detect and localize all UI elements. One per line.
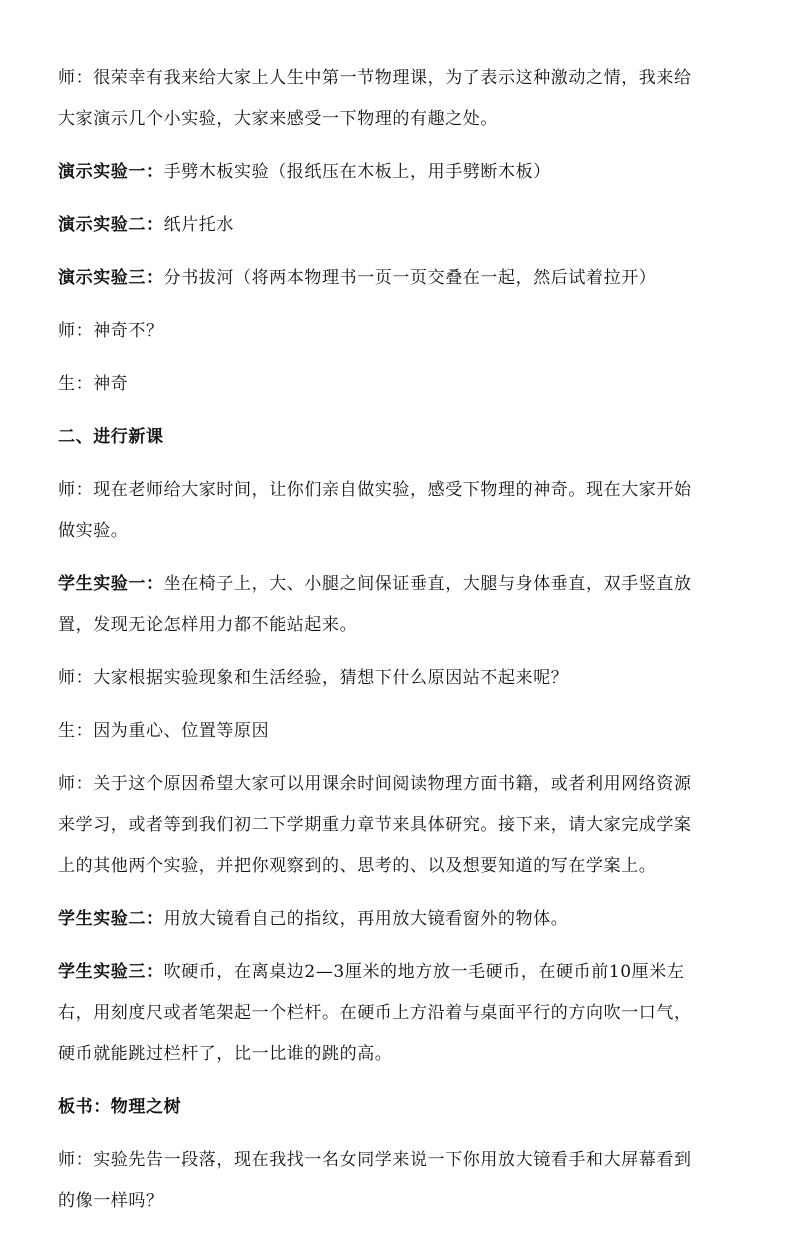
demo-text: 手劈木板实验（报纸压在木板上，用手劈断木板） — [163, 162, 551, 182]
experiment-label: 学生实验三： — [58, 962, 164, 982]
text-line: 师：现在老师给大家时间，让你们亲自做实验，感受下物理的神奇。现在大家开始 — [58, 480, 692, 500]
demo-label: 演示实验二： — [58, 215, 164, 235]
intro-paragraph — [58, 58, 734, 140]
text-line: 师：实验先告一段落，现在我找一名女同学来说一下你用放大镜看手和大屏幕看到 — [58, 1150, 692, 1170]
text-line: 置，发现无论怎样用力都不能站起来。 — [58, 615, 358, 635]
student-experiment-2 — [58, 899, 734, 940]
text-line: 来学习，或者等到我们初二下学期重力章节来具体研究。接下来，请大家完成学案 — [58, 815, 692, 835]
dialogue-line: 师：神奇不？ — [58, 321, 164, 341]
text-line: 的像一样吗？ — [58, 1191, 164, 1211]
student-answer-2 — [58, 711, 734, 752]
teacher-question — [58, 311, 734, 352]
dialogue-line: 师：大家根据实验现象和生活经验，猜想下什么原因站不起来呢？ — [58, 668, 569, 688]
demo-experiment-2 — [58, 205, 734, 246]
demo-experiment-1 — [58, 152, 734, 193]
text-line: 右，用刻度尺或者笔架起一个栏杆。在硬币上方沿着与桌面平行的方向吹一口气， — [58, 1003, 692, 1023]
teacher-instruction — [58, 470, 734, 552]
experiment-text: 坐在椅子上，大、小腿之间保证垂直，大腿与身体垂直，双手竖直放 — [163, 574, 692, 594]
text-line: 做实验。 — [58, 521, 129, 541]
experiment-label: 学生实验一： — [58, 574, 164, 594]
demo-text: 分书拔河（将两本物理书一页一页交叠在一起，然后试着拉开） — [163, 268, 657, 288]
teacher-question-2 — [58, 658, 734, 699]
text-line: 硬币就能跳过栏杆了，比一比谁的跳的高。 — [58, 1044, 393, 1064]
student-experiment-3 — [58, 952, 734, 1075]
teacher-explanation — [58, 764, 734, 887]
section-heading — [58, 417, 734, 458]
board-writing-heading — [58, 1087, 734, 1128]
text-line: 上的其他两个实验，并把你观察到的、思考的、以及想要知道的写在学案上。 — [58, 856, 657, 876]
student-experiment-1 — [58, 564, 734, 646]
dialogue-line: 生：因为重心、位置等原因 — [58, 721, 270, 741]
student-answer — [58, 364, 734, 405]
teacher-closing — [58, 1140, 734, 1222]
text-line — [58, 564, 734, 605]
experiment-text: 用放大镜看自己的指纹，再用放大镜看窗外的物体。 — [163, 909, 569, 929]
board-writing-text: 板书：物理之树 — [58, 1097, 182, 1117]
document-page — [58, 58, 734, 1234]
demo-experiment-3 — [58, 258, 734, 299]
demo-text: 纸片托水 — [163, 215, 235, 235]
text-line — [58, 952, 734, 993]
demo-label: 演示实验一： — [58, 162, 164, 182]
dialogue-line: 生：神奇 — [58, 374, 129, 394]
section-heading-text: 二、进行新课 — [58, 427, 164, 447]
experiment-text: 吹硬币，在离桌边2—3厘米的地方放一毛硬币，在硬币前10厘米左 — [163, 962, 685, 982]
text-line: 师：很荣幸有我来给大家上人生中第一节物理课，为了表示这种激动之情，我来给 — [58, 68, 692, 88]
experiment-label: 学生实验二： — [58, 909, 164, 929]
text-line: 大家演示几个小实验，大家来感受一下物理的有趣之处。 — [58, 109, 498, 129]
text-line: 师：关于这个原因希望大家可以用课余时间阅读物理方面书籍，或者利用网络资源 — [58, 774, 692, 794]
demo-label: 演示实验三： — [58, 268, 164, 288]
